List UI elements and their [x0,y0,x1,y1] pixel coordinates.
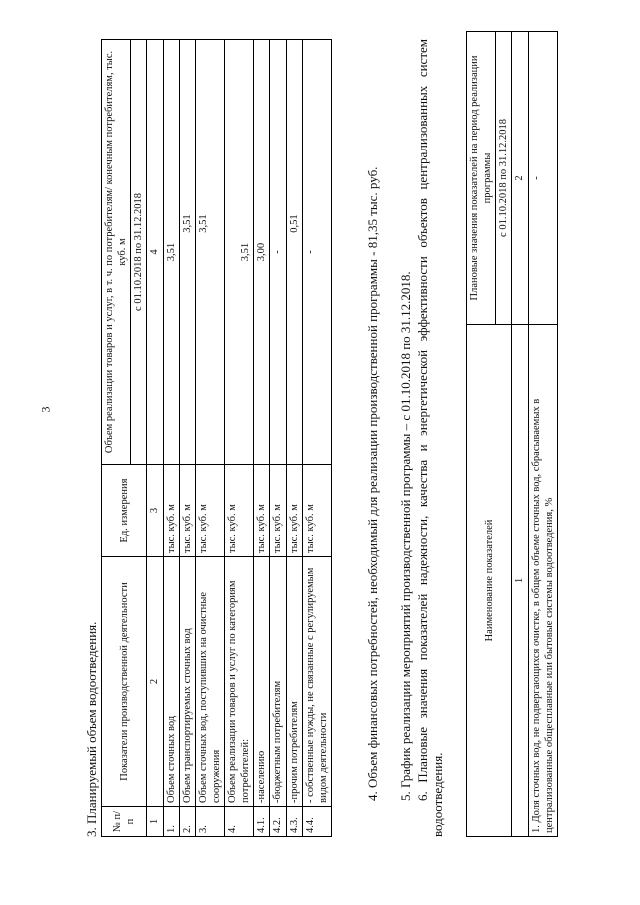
row-name: Объем реализации товаров и услуг по категориям потребителей: [225,557,254,807]
col-number: 2 [512,32,528,325]
page-number: 3 [38,406,53,413]
table-row [286,40,302,837]
table-row [179,40,195,837]
col-number: 1 [512,325,528,837]
row-unit: тыс. куб. м [254,465,270,557]
row-num: 4.4. [302,807,331,837]
row-value: 3,51 [225,40,254,465]
row-name: Объем сточных вод, поступивших на очистные сооружения [195,557,224,807]
header-indicator: Показатели производственной деятельности [102,557,147,807]
row-value: - [302,40,331,465]
table-row [270,40,286,837]
header-period: с 01.10.2018 по 31.12.2018 [131,40,147,465]
rotated-page-content [60,15,590,865]
col-number: 2 [147,557,163,807]
col-number: 3 [147,465,163,557]
row-num: 3. [195,807,224,837]
row-unit: тыс. куб. м [302,465,331,557]
section-title: 3. Планируемый объем водоотведения. [84,621,99,837]
row-name: Объем сточных вод [163,557,179,807]
row-name: Объем транспортируемых сточных вод [179,557,195,807]
row-num: 4.3. [286,807,302,837]
row-unit: тыс. куб. м [286,465,302,557]
table-row [254,40,270,837]
row-value: - [528,32,557,325]
row-value: 3,51 [179,40,195,465]
header-indicator-name: Наименование показателей [467,325,512,837]
row-name: -прочим потребителям [286,557,302,807]
row-unit: тыс. куб. м [163,465,179,557]
row-num: 4.2. [270,807,286,837]
row-num: 4. [225,807,254,837]
paragraph-indicators: 6. Плановые значения показателей надежности, качества и энергетической эффективности объектов централизованных систем водоотведения. [415,39,445,837]
row-name: - собственные нужды, не связанные с регулируемым видом деятельности [302,557,331,807]
row-name: -населению [254,557,270,807]
row-name: -бюджетным потребителям [270,557,286,807]
table-row [225,40,254,837]
row-unit: тыс. куб. м [225,465,254,557]
header-unit: Ед. измерения [102,465,147,557]
header-period: с 01.10.2018 по 31.12.2018 [496,32,512,325]
header-num: № п/п [102,807,147,837]
table-row [528,32,557,837]
col-number: 4 [147,40,163,465]
row-num: 1. [163,807,179,837]
paragraph-schedule: 5. График реализации мероприятий производственной программы – с 01.10.2018 по 31.12.2018. [398,271,413,801]
row-value: 3,51 [195,40,224,465]
table-row [302,40,331,837]
row-unit: тыс. куб. м [195,465,224,557]
wastewater-volume-table [101,39,332,837]
reliability-indicators-table [466,31,558,837]
row-value: 3,51 [163,40,179,465]
table-row [163,40,179,837]
row-unit: тыс. куб. м [179,465,195,557]
header-volume: Объем реализации товаров и услуг, в т. ч. по потребителям/ конечным потребителям, тыс. куб. м [102,40,131,465]
row-unit: тыс. куб. м [270,465,286,557]
col-number: 1 [147,807,163,837]
row-num: 4.1. [254,807,270,837]
paragraph-financial-needs: 4. Объем финансовых потребностей, необходимый для реализации производственной программы - 81,35 тыс. руб. [365,166,380,801]
row-name: 1. Доля сточных вод, не подвергающихся очистке, в общем объеме сточных вод, сбрасываемых в централизованные общесплавные или бытовые системы водоотведения, % [528,325,557,837]
row-value: - [270,40,286,465]
row-value: 3,00 [254,40,270,465]
table-row [195,40,224,837]
row-value: 0,51 [286,40,302,465]
row-num: 2. [179,807,195,837]
header-planned-values: Плановые значения показателей на период реализации программы [467,32,496,325]
